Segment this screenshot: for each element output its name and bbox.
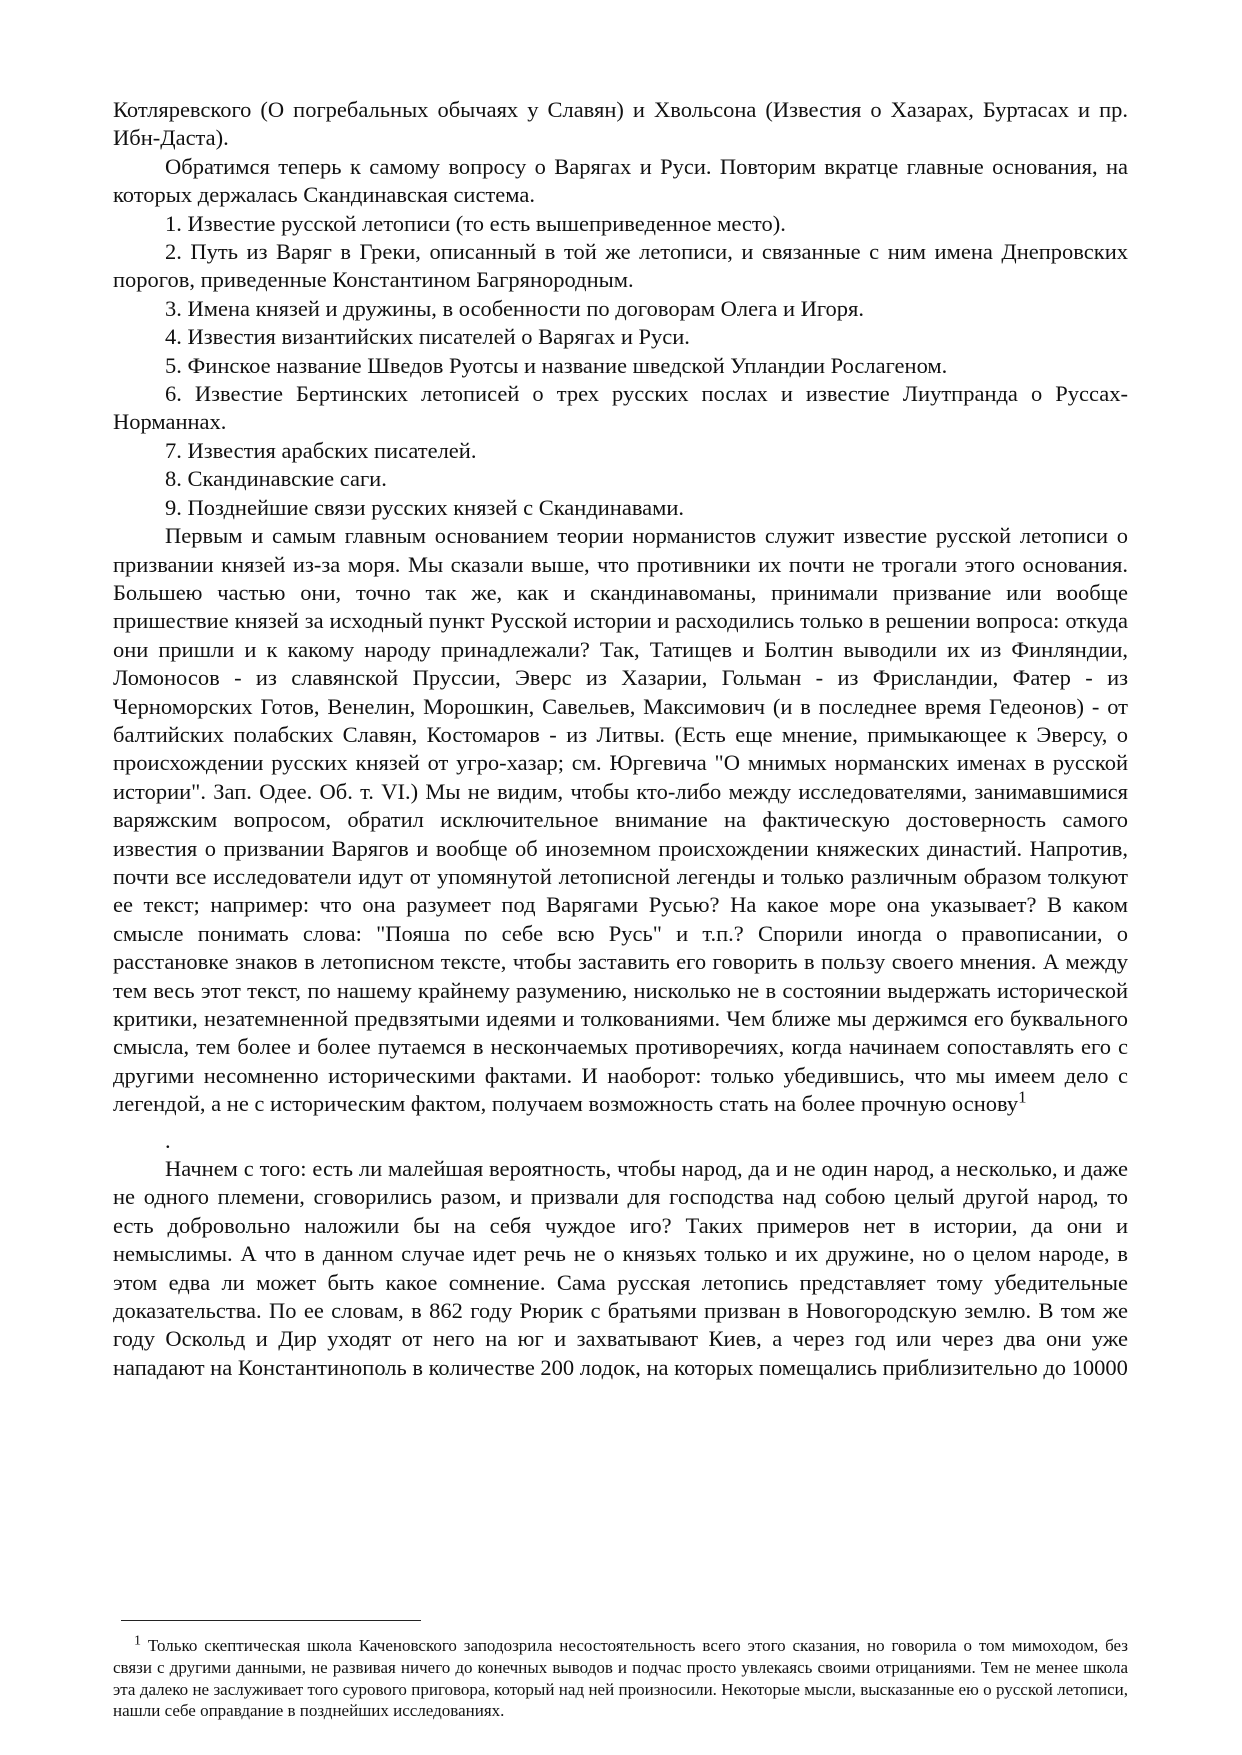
footnotes — [113, 1635, 1128, 1722]
footnote-mark: 1 — [134, 1633, 141, 1649]
paragraph: Обратимся теперь к самому вопросу о Варягах и Руси. Повторим вкратце главные основания, на которых держалась Скандинавская система. — [113, 153, 1128, 208]
paragraph — [113, 522, 1128, 1119]
list-item: 4. Известия византийских писателей о Варягах и Руси. — [165, 324, 690, 350]
list-item: 5. Финское название Шведов Руотсы и название шведской Упландии Рослагеном. — [165, 352, 948, 378]
paragraph-text: Первым и самым главным основанием теории норманистов служит известие русской летописи о призвании князей из-за моря. Мы сказали выше, что противники их почти не трогали этого основания. Большею частью они, точно так же, как и скандинавоманы, принимали призвание или вообще пришествие князей за исходный пункт Русской истории и расходились только в решении вопроса: откуда они пришли и к какому народу принадлежали? Так, Татищев и Болтин выводили их из Финляндии, Ломоносов - из славянской Пруссии, Эверс из Хазарии, Гольман - из Фрисландии, Фатер - из Черноморских Готов, Венелин, Морошкин, Савельев, Максимович (и в последнее время Гедеонов) - от балтийских полабских Славян, Костомаров - из Литвы. (Есть еще мнение, примыкающее к Эверсу, о происхождении русских князей от угро-хазар; см. Юргевича "О мнимых норманских именах в русской истории". Зап. Одее. Об. т. VI.) Мы не видим, чтобы кто-либо между исследователями, занимавшимися варяжским вопросом, обратил исключительное внимание на фактическую достоверность самого известия о призвании Варягов и вообще об иноземном происхождении княжеских династий. Напротив, почти все исследователи идут от упомянутой летописной легенды и только различным образом толкуют ее текст; например: что она разумеет под Варягами Русью? На какое море она указывает? В каком смысле понимать слова: "Пояша по себе всю Русь" и т.п.? Спорили иногда о правописании, о расстановке знаков в летописном тексте, чтобы заставить его говорить в пользу своего мнения. А между тем весь этот текст, по нашему крайнему разумению, нисколько не в состоянии выдержать исторической критики, незатемненной предвзятыми идеями и толкованиями. Чем ближе мы держимся его буквального смысла, тем более и более путаемся в нескончаемых противоречиях, когда начинаем сопоставлять его с другими несомненно историческими фактами. И наоборот: только убедившись, что мы имеем дело с легендой, а не с историческим фактом, получаем возможность стать на более прочную основу — [113, 523, 1128, 1117]
list-item: 7. Известия арабских писателей. — [165, 437, 477, 463]
paragraph: Котляревского (О погребальных обычаях у Славян) и Хвольсона (Известия о Хазарах, Буртасах и пр. Ибн-Даста). — [113, 97, 1128, 151]
paragraph-dot: . — [165, 1127, 171, 1153]
footnote — [113, 1635, 1128, 1722]
list-item: 6. Известие Бертинских летописей о трех русских послах и известие Лиутпранда о Руссах-Норманнах. — [113, 381, 1128, 435]
paragraph: Начнем с того: есть ли малейшая вероятность, чтобы народ, да и не один народ, а несколько, и даже не одного племени, сговорились разом, и призвали для господства над собою целый другой народ, то есть добровольно наложили бы на себя чуждое иго? Таких примеров нет в истории, да они и немыслимы. А что в данном случае идет речь не о князьях только и их дружине, но о целом народе, в этом едва ли может быть какое сомнение. Сама русская летопись представляет тому убедительные доказательства. По ее словам, в 862 году Рюрик с братьями призван в Новогородскую землю. В том же году Оскольд и Дир уходят от него на юг и захватывают Киев, а через год или через два они уже нападают на Константинополь в количестве 200 лодок, на которых помещались приблизительно до 10000 — [113, 1156, 1128, 1380]
list-item: 3. Имена князей и дружины, в особенности по договорам Олега и Игоря. — [165, 295, 865, 321]
list-item: 1. Известие русской летописи (то есть вышеприведенное место). — [165, 210, 786, 236]
list-item: 2. Путь из Варяг в Греки, описанный в той же летописи, и связанные с ним имена Днепровских порогов, приведенные Константином Багрянородным. — [113, 239, 1128, 293]
footnote-reference[interactable]: 1 — [1018, 1087, 1027, 1107]
list-item: 8. Скандинавские саги. — [165, 466, 387, 492]
footnote-text: Только скептическая школа Каченовского заподозрила несостоятельность всего этого сказания, но говорила о том мимоходом, без связи с другими данными, не развивая ничего до конечных выводов и подчас просто увлекаясь своими отрицаниями. Тем не менее школа эта далеко не заслуживает того сурового приговора, который над ней произносили. Некоторые мысли, высказанные ею о русской летописи, нашли себе оправдание в позднейших исследованиях. — [113, 1636, 1128, 1721]
list-item: 9. Позднейшие связи русских князей с Скандинавами. — [165, 494, 685, 520]
document-body — [113, 96, 1128, 1382]
footnote-separator — [121, 1620, 421, 1621]
